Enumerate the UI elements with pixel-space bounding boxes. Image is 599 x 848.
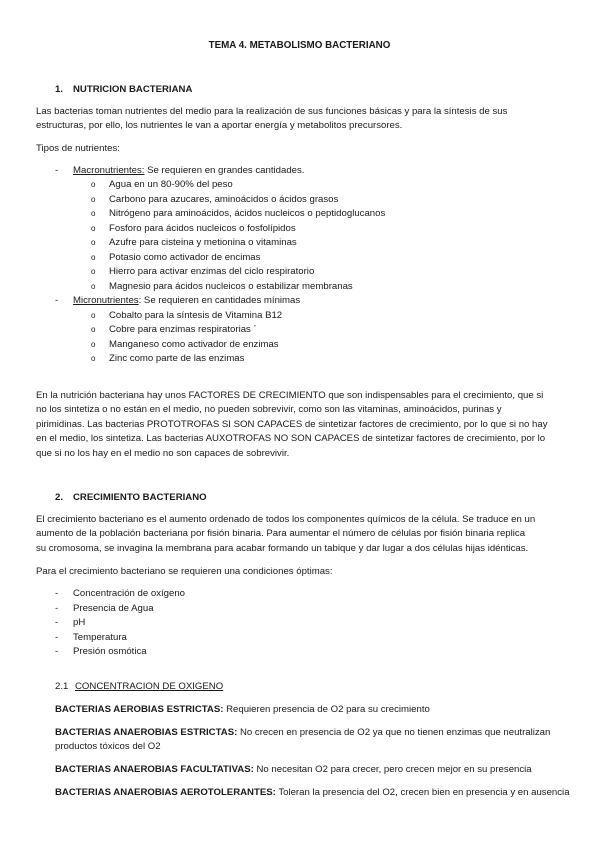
oxygen-entry — [55, 786, 570, 800]
entry-text: No necesitan O2 para crecer, pero crecen mejor en su presencia — [253, 764, 532, 775]
paragraph-line: estructuras, por ello, los nutrientes le van a aportar energía y metabolitos precursores. — [36, 120, 403, 131]
paragraph-line: su cromosoma, se invagina la membrana para acabar formando un tabique y dar lugar a dos células hijas idénticas. — [36, 543, 529, 554]
list-item: Potasio como activador de encimas — [109, 252, 261, 263]
entry-text: Requieren presencia de O2 para su crecimiento — [223, 704, 430, 715]
list-item: Cobre para enzimas respiratorias ´ — [109, 324, 257, 335]
condition-item: Temperatura — [73, 632, 127, 643]
circle-bullet: o — [91, 267, 96, 276]
entry-term: BACTERIAS ANAEROBIAS FACULTATIVAS: — [55, 764, 254, 775]
list-item: Agua en un 80-90% del peso — [109, 179, 233, 190]
dash-bullet: - — [55, 295, 59, 306]
list-item: Carbono para azucares, aminoácidos o ácidos grasos — [109, 194, 339, 205]
list-item: Nitrógeno para aminoácidos, ácidos nucleicos o peptidoglucanos — [109, 208, 386, 219]
oxygen-entry — [55, 726, 550, 740]
macronutrients-term: Macronutrientes: — [73, 165, 145, 176]
paragraph-line: Las bacterias toman nutrientes del medio para la realización de sus funciones básicas y para la síntesis de sus — [36, 106, 508, 117]
list-item: Azufre para cisteina y metionina o vitaminas — [109, 237, 297, 248]
list-item: Zinc como parte de las enzimas — [109, 353, 245, 364]
circle-bullet: o — [91, 209, 96, 218]
circle-bullet: o — [91, 253, 96, 262]
paragraph-line: en el medio, los sintetiza. Las bacterias AUXOTROFAS NO SON CAPACES de sintetizar factores de crecimiento, por lo — [36, 433, 546, 444]
circle-bullet: o — [91, 311, 96, 320]
list-item: Manganeso como activador de enzimas — [109, 339, 279, 350]
entry-text: No crecen en presencia de O2 ya que no tienen enzimas que neutralizan — [237, 727, 551, 738]
circle-bullet: o — [91, 180, 96, 189]
micronutrients-desc: : Se requieren en cantidades mínimas — [138, 295, 301, 306]
section-2-number: 2. — [55, 492, 64, 503]
section-2-heading: CRECIMIENTO BACTERIANO — [73, 492, 207, 503]
oxygen-entry — [55, 703, 430, 717]
section-1-heading: NUTRICION BACTERIANA — [73, 84, 193, 95]
paragraph-line: En la nutrición bacteriana hay unos FACTORES DE CRECIMIENTO que son indispensables para el crecimiento, que si — [36, 390, 544, 401]
condition-item: pH — [73, 617, 86, 628]
condition-item: Concentración de oxígeno — [73, 588, 186, 599]
dash-bullet: - — [55, 588, 59, 599]
dash-bullet: - — [55, 603, 59, 614]
micronutrients-item — [73, 294, 300, 308]
circle-bullet: o — [91, 238, 96, 247]
paragraph-line: que si no los hay en el medio no son capaces de sobrevivir. — [36, 448, 290, 459]
circle-bullet: o — [91, 195, 96, 204]
list-item: Hierro para activar enzimas del ciclo respiratorio — [109, 266, 315, 277]
entry-term: BACTERIAS ANAEROBIAS AEROTOLERANTES: — [55, 787, 276, 798]
circle-bullet: o — [91, 224, 96, 233]
macronutrients-desc: Se requieren en grandes cantidades. — [144, 165, 305, 176]
dash-bullet: - — [55, 617, 59, 628]
entry-term: BACTERIAS AEROBIAS ESTRICTAS: — [55, 704, 224, 715]
micronutrients-term: Micronutrientes — [73, 295, 139, 306]
entry-term: BACTERIAS ANAEROBIAS ESTRICTAS: — [55, 727, 238, 738]
paragraph-line: El crecimiento bacteriano es el aumento ordenado de todos los componentes químicos de la célula. Se traduce en un — [36, 514, 536, 525]
types-label: Tipos de nutrientes: — [36, 143, 120, 154]
entry-text-continued: productos tóxicos del O2 — [55, 741, 161, 752]
paragraph-line: pirimidinas. Las bacterias PROTOTROFAS SI SON CAPACES de sintetizar factores de crecimiento, por lo que si no hay — [36, 419, 548, 430]
subsection-heading: CONCENTRACION DE OXIGENO — [75, 681, 224, 692]
oxygen-entry — [55, 763, 532, 777]
condition-item: Presencia de Agua — [73, 603, 154, 614]
dash-bullet: - — [55, 646, 59, 657]
circle-bullet: o — [91, 340, 96, 349]
list-item: Fosforo para ácidos nucleicos o fosfolípidos — [109, 223, 296, 234]
paragraph-line: aumento de la población bacteriana por fisión binaria. Para aumentar el número de células por fisión binaria replica — [36, 528, 526, 539]
entry-text: Toleran la presencia del O2, crecen bien en presencia y en ausencia — [275, 787, 570, 798]
circle-bullet: o — [91, 325, 96, 334]
list-item: Cobalto para la síntesis de Vitamina B12 — [109, 310, 283, 321]
dash-bullet: - — [55, 632, 59, 643]
circle-bullet: o — [91, 354, 96, 363]
macronutrients-item — [73, 164, 304, 178]
page-title: TEMA 4. METABOLISMO BACTERIANO — [208, 40, 391, 51]
section-1-number: 1. — [55, 84, 64, 95]
paragraph-line: no los sintetiza o no están en el medio, no pueden sobrevivir, como son las vitaminas, aminoácidos, purinas y — [36, 404, 502, 415]
condition-item: Presión osmótica — [73, 646, 147, 657]
subsection-number: 2.1 — [55, 681, 69, 692]
circle-bullet: o — [91, 282, 96, 291]
dash-bullet: - — [55, 165, 59, 176]
list-item: Magnesio para ácidos nucleicos o estabilizar membranas — [109, 281, 353, 292]
conditions-label: Para el crecimiento bacteriano se requieren una condiciones óptimas: — [36, 566, 333, 577]
